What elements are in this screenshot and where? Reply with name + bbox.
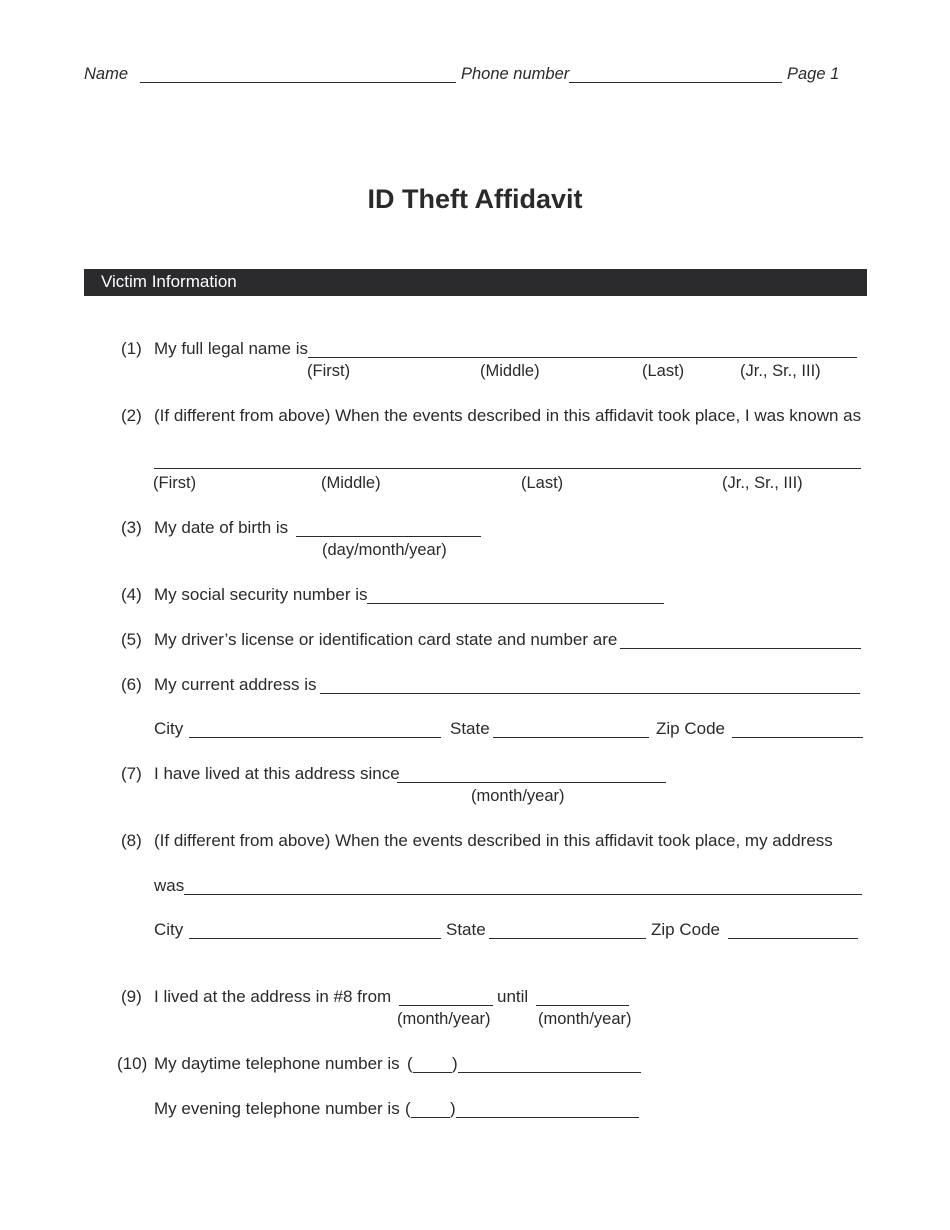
q10-evening-area-code-field[interactable] bbox=[411, 1117, 450, 1118]
q10-evening-paren-open: ( bbox=[405, 1099, 411, 1118]
q8-zip-field[interactable] bbox=[728, 938, 858, 939]
q10-evening-text: My evening telephone number is bbox=[154, 1099, 400, 1118]
q4-number: (4) bbox=[121, 585, 142, 604]
q3-number: (3) bbox=[121, 518, 142, 537]
q1-suffix-label: (Jr., Sr., III) bbox=[740, 362, 821, 380]
q1-text: My full legal name is bbox=[154, 339, 309, 358]
q8-former-address-field[interactable] bbox=[184, 894, 862, 895]
q6-state-field[interactable] bbox=[493, 737, 649, 738]
q8-city-label: City bbox=[154, 920, 184, 939]
q8-zip-label: Zip Code bbox=[651, 920, 720, 939]
page-title: ID Theft Affidavit bbox=[367, 184, 583, 214]
q6-zip-field[interactable] bbox=[732, 737, 863, 738]
q9-text: I lived at the address in #8 from bbox=[154, 987, 392, 1006]
q8-state-label: State bbox=[446, 920, 486, 939]
q10-daytime-paren-close: ) bbox=[452, 1054, 458, 1073]
q2-suffix-label: (Jr., Sr., III) bbox=[722, 474, 803, 492]
q10-daytime-text: My daytime telephone number is bbox=[154, 1054, 400, 1073]
q2-last-label: (Last) bbox=[521, 474, 564, 492]
q3-text: My date of birth is bbox=[154, 518, 289, 537]
q6-number: (6) bbox=[121, 675, 142, 694]
header-name-label: Name bbox=[84, 65, 129, 83]
q2-first-label: (First) bbox=[153, 474, 197, 492]
q7-text: I have lived at this address since bbox=[154, 764, 400, 783]
q5-number: (5) bbox=[121, 630, 142, 649]
q9-hint-from: (month/year) bbox=[397, 1010, 491, 1028]
q3-hint: (day/month/year) bbox=[322, 541, 447, 559]
q10-evening-paren-close: ) bbox=[450, 1099, 456, 1118]
q1-last-label: (Last) bbox=[642, 362, 685, 380]
q9-until-label: until bbox=[497, 987, 529, 1006]
q8-number: (8) bbox=[121, 831, 142, 850]
section-header-bar bbox=[84, 269, 867, 296]
q10-number: (10) bbox=[117, 1054, 148, 1073]
q4-text: My social security number is bbox=[154, 585, 368, 604]
q9-from-field[interactable] bbox=[399, 1005, 493, 1006]
q10-daytime-phone-field[interactable] bbox=[458, 1072, 641, 1073]
q2-middle-label: (Middle) bbox=[321, 474, 381, 492]
q10-daytime-area-code-field[interactable] bbox=[413, 1072, 452, 1073]
section-title: Victim Information bbox=[101, 272, 237, 291]
q1-middle-label: (Middle) bbox=[480, 362, 540, 380]
header-page-label: Page 1 bbox=[787, 65, 840, 83]
q8-state-field[interactable] bbox=[489, 938, 646, 939]
header-name-field[interactable] bbox=[140, 82, 456, 83]
q5-license-field[interactable] bbox=[620, 648, 861, 649]
q6-city-label: City bbox=[154, 719, 184, 738]
header-phone-label: Phone number bbox=[461, 65, 570, 83]
q2-number: (2) bbox=[121, 406, 142, 425]
q9-until-field[interactable] bbox=[536, 1005, 629, 1006]
q7-since-field[interactable] bbox=[397, 782, 666, 783]
q8-was-label: was bbox=[154, 876, 185, 895]
q5-text: My driver’s license or identification card state and number are bbox=[154, 630, 618, 649]
q6-state-label: State bbox=[450, 719, 490, 738]
q6-city-field[interactable] bbox=[189, 737, 441, 738]
q9-hint-until: (month/year) bbox=[538, 1010, 632, 1028]
q10-evening-phone-field[interactable] bbox=[456, 1117, 639, 1118]
q1-full-name-field[interactable] bbox=[308, 357, 857, 358]
q8-text: (If different from above) When the events described in this affidavit took place, my address bbox=[154, 831, 833, 850]
q3-birth-date-field[interactable] bbox=[296, 536, 481, 537]
q4-ssn-field[interactable] bbox=[367, 603, 664, 604]
q1-first-label: (First) bbox=[307, 362, 351, 380]
q2-former-name-field[interactable] bbox=[154, 468, 861, 469]
q8-city-field[interactable] bbox=[189, 938, 441, 939]
q6-address-field[interactable] bbox=[320, 693, 860, 694]
q9-number: (9) bbox=[121, 987, 142, 1006]
q7-number: (7) bbox=[121, 764, 142, 783]
header-phone-field[interactable] bbox=[569, 82, 782, 83]
q1-number: (1) bbox=[121, 339, 142, 358]
q10-daytime-paren-open: ( bbox=[407, 1054, 413, 1073]
q6-text: My current address is bbox=[154, 675, 317, 694]
q7-hint: (month/year) bbox=[471, 787, 565, 805]
q2-text: (If different from above) When the events described in this affidavit took place, I was known as bbox=[154, 406, 862, 425]
q6-zip-label: Zip Code bbox=[656, 719, 725, 738]
